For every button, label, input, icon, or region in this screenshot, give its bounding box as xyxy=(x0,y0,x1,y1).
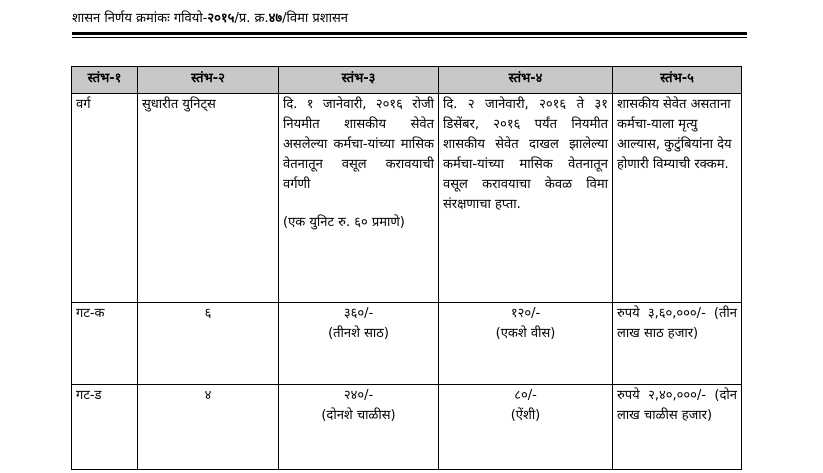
cell-units: ६ xyxy=(138,303,279,385)
cell-col3-amount xyxy=(279,385,439,470)
cell-group: गट-ड xyxy=(72,385,138,470)
header-col-5: स्तंभ-५ xyxy=(613,67,742,94)
table-row xyxy=(72,385,742,470)
header-suffix: /विमा प्रशासन xyxy=(282,11,348,26)
header-prefix: शासन निर्णय क्रमांकः गवियो- xyxy=(72,11,208,26)
cell-col3-description xyxy=(279,94,439,303)
amount-value: ८०/- xyxy=(514,388,537,403)
amount-words: (दोनशे चाळीस) xyxy=(321,408,396,423)
amount-value: ३६०/- xyxy=(343,306,374,321)
cell-col3-amount xyxy=(279,303,439,385)
header-rule-thin xyxy=(72,37,747,38)
header-col-3: स्तंभ-३ xyxy=(279,67,439,94)
col3-description-text: दि. १ जानेवारी, २०१६ रोजी नियमीत शासकीय सेवेत असलेल्या कर्मचा-यांच्या मासिक वेतनातून वसूल करावयाची वर्गणी xyxy=(283,97,434,192)
header-number: ४७ xyxy=(268,11,283,26)
page-header xyxy=(72,8,348,26)
amount-words: (तीनशे साठ) xyxy=(328,326,389,341)
header-middle: /प्र. क्र. xyxy=(234,11,269,26)
table-header-row xyxy=(72,67,742,94)
amount-words: (एकशे वीस) xyxy=(495,326,556,341)
amount-value: २४०/- xyxy=(343,388,374,403)
amount-value: १२०/- xyxy=(510,306,541,321)
cell-insurance-amount: रुपये ३,६०,०००/- (तीन लाख साठ हजार) xyxy=(613,303,742,385)
cell-units-label: सुधारीत युनिट्स xyxy=(138,94,279,303)
cell-units: ४ xyxy=(138,385,279,470)
table-row xyxy=(72,94,742,303)
units-table xyxy=(71,66,742,470)
cell-col4-description: दि. २ जानेवारी, २०१६ ते ३१ डिसेंबर, २०१६ पर्यंत नियमीत शासकीय सेवेत दाखल झालेल्या कर्मचा-यांच्या मासिक वेतनातून वसूल करावयाचा केवळ विमा संरक्षणाचा हप्ता. xyxy=(439,94,613,303)
header-col-4: स्तंभ-४ xyxy=(439,67,613,94)
amount-words: (ऐंशी) xyxy=(510,408,541,423)
cell-group: गट-क xyxy=(72,303,138,385)
header-rule-thick xyxy=(72,32,747,35)
header-col-1: स्तंभ-१ xyxy=(72,67,138,94)
cell-col4-amount xyxy=(439,303,613,385)
cell-insurance-amount: रुपये २,४०,०००/- (दोन लाख चाळीस हजार) xyxy=(613,385,742,470)
cell-col5-description: शासकीय सेवेत असताना कर्मचा-याला मृत्यु आल्यास, कुटुंबियांना देय होणारी विम्याची रक्कम. xyxy=(613,94,742,303)
header-col-2: स्तंभ-२ xyxy=(138,67,279,94)
cell-class-label: वर्ग xyxy=(72,94,138,303)
table-row xyxy=(72,303,742,385)
header-year: २०१५ xyxy=(207,11,235,26)
col3-unit-note: (एक युनिट रु. ६० प्रमाणे) xyxy=(283,215,405,230)
cell-col4-amount xyxy=(439,385,613,470)
